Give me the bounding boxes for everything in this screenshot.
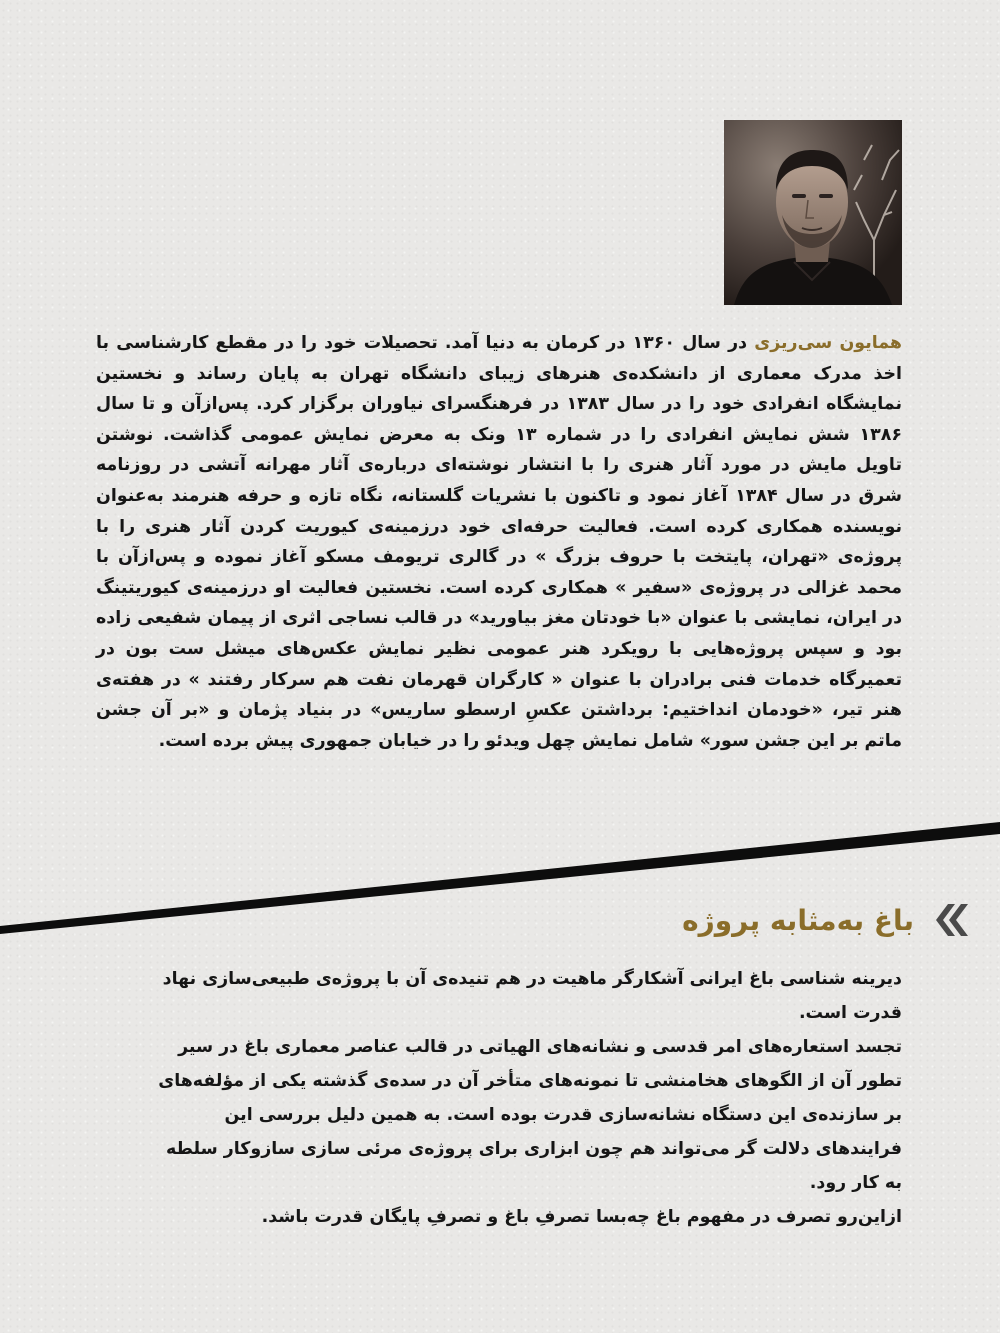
section-paragraph: تجسد استعاره‌های امر قدسی و نشانه‌های الهیاتی در قالب عناصر معماری باغ در سیر تطور آن از الگوهای هخامنشی تا نمونه‌های متأخر آن در سده‌ی گذشته یکی از مؤلفه‌های بر سازنده‌ی این دستگاه نشانه‌سازی قدرت بوده است. به همین دلیل بررسی این فرایندهای دلالت گر می‌تواند هم چون ابزاری برای پروژه‌ی مرئی سازی سازوکار سلطه به کار رود. bbox=[158, 1037, 902, 1193]
author-name: همایون سی‌ریزی bbox=[754, 333, 902, 353]
section-paragraph: ازاین‌رو تصرف در مفهوم باغ چه‌بسا تصرفِ باغ و تصرفِ پایگان قدرت باشد. bbox=[261, 1207, 902, 1227]
section-body bbox=[154, 962, 902, 1234]
author-bio bbox=[96, 328, 902, 756]
author-bio-text: در سال ۱۳۶۰ در کرمان به دنیا آمد. تحصیلات خود را در مقطع کارشناسی با اخذ مدرک معماری از دانشکده‌ی هنرهای زیبای دانشگاه تهران به پایان رساند و نخستین نمایشگاه انفرادی خود را در سال ۱۳۸۳ در فرهنگسرای نیاوران برگزار کرد. پس‌ازآن و تا سال ۱۳۸۶ شش نمایش انفرادی را در شماره ۱۳ ونک به معرض نمایش عمومی گذاشت. نوشتن تاویل مایش در مورد آثار هنری را با انتشار نوشته‌ای درباره‌ی آثار مهرانه آتشی در روزنامه شرق در سال ۱۳۸۴ آغاز نمود و تاکنون با نشریات گلستانه، نگاه تازه و حرفه هنرمند به‌عنوان نویسنده همکاری کرده است. فعالیت حرفه‌ای خود درزمینه‌ی کیوریت کردن آثار هنری را با پروژه‌ی «تهران، پایتخت با حروف بزرگ » در گالری تریومف مسکو آغاز نموده و پس‌ازآن با محمد غزالی در پروژه‌ی «سفیر » همکاری کرده است. نخستین فعالیت او درزمینه‌ی کیوریتینگ در ایران، نمایشی با عنوان «با خودتان مغز بیاورید» در قالب نساجی اثری از پیمان شفیعی زاده بود و سپس پروژه‌هایی با رویکرد هنر عمومی نظیر نمایش عکس‌های میشل ست بون در تعمیرگاه خدمات فنی برادران با عنوان « کارگران قهرمان نفت هم سرکار رفتند » در هفته‌ی هنر تیر، «خودمان انداختیم: برداشتن عکسِ ارسطو ساریس» در بنیاد پژمان و «بر آن جشن ماتم بر این جشن سور» شامل نمایش چهل ویدئو را در خیابان جمهوری پیش برده است. bbox=[96, 333, 903, 751]
section-paragraph: دیرینه شناسی باغ ایرانی آشکارگر ماهیت در هم تنیده‌ی آن با پروژه‌ی طبیعی‌سازی نهاد قدرت است. bbox=[162, 969, 902, 1023]
author-portrait bbox=[724, 120, 902, 305]
double-chevron-left-icon bbox=[928, 900, 968, 940]
section-heading bbox=[682, 895, 968, 945]
section-title: باغ به‌مثابه پروژه bbox=[682, 903, 914, 937]
